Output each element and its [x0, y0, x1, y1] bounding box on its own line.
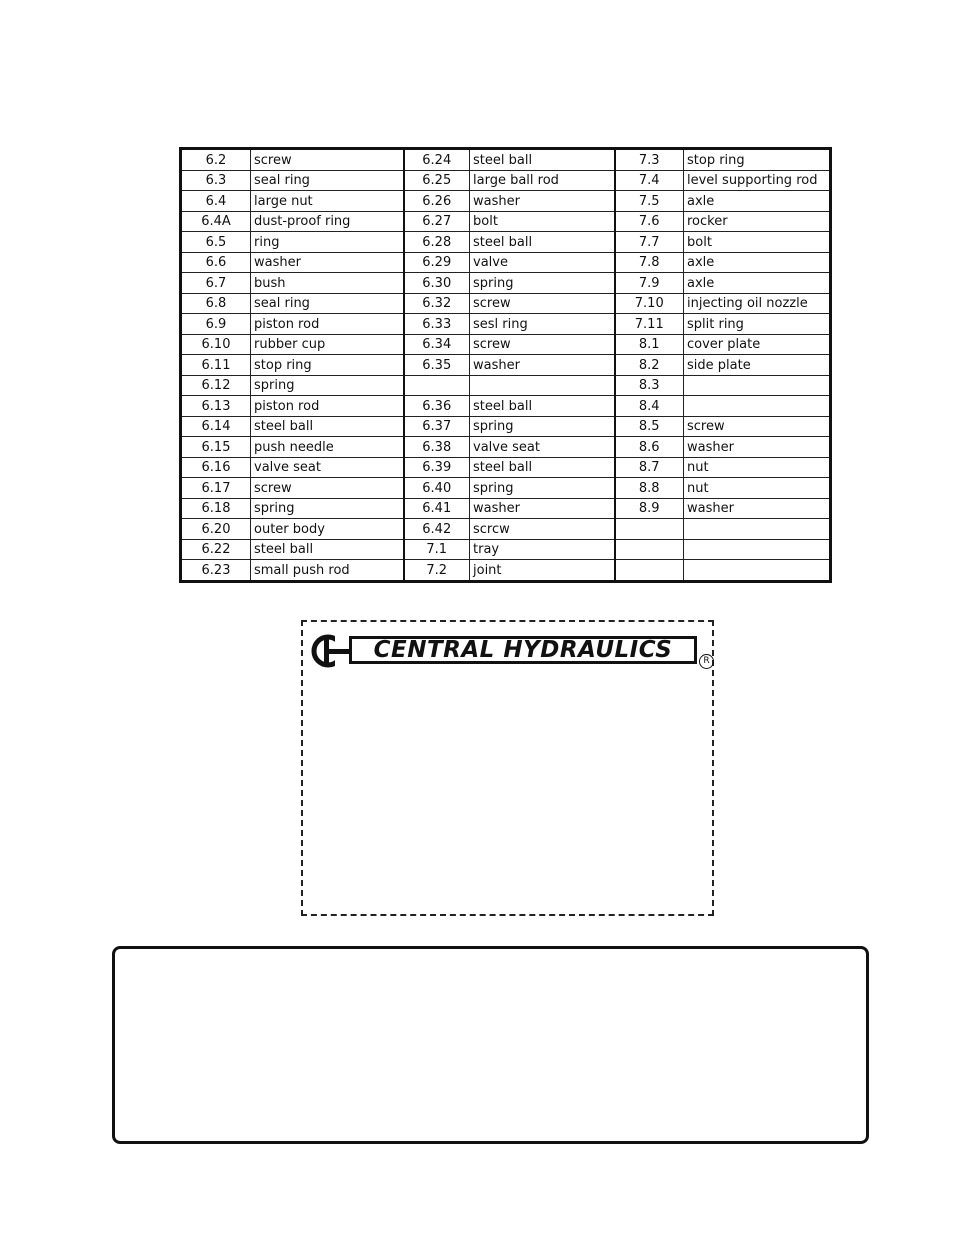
part-description-cell: small push rod — [251, 560, 404, 582]
part-number-cell: 6.11 — [181, 355, 251, 376]
part-number-cell: 6.40 — [404, 478, 470, 499]
part-number-cell: 6.29 — [404, 252, 470, 273]
part-number-cell: 6.15 — [181, 437, 251, 458]
part-number-cell — [615, 560, 684, 582]
part-description-cell: stop ring — [684, 149, 831, 171]
table-row — [181, 478, 831, 499]
part-description-cell — [684, 519, 831, 540]
part-description-cell: injecting oil nozzle — [684, 293, 831, 314]
part-description-cell: dust-proof ring — [251, 211, 404, 232]
part-description-cell: large nut — [251, 191, 404, 212]
registered-trademark-icon: R — [699, 654, 714, 669]
part-number-cell: 6.39 — [404, 457, 470, 478]
part-number-cell: 6.8 — [181, 293, 251, 314]
part-description-cell: axle — [684, 191, 831, 212]
part-description-cell: screw — [470, 293, 615, 314]
part-description-cell: steel ball — [470, 396, 615, 417]
part-description-cell: washer — [251, 252, 404, 273]
part-number-cell: 6.5 — [181, 232, 251, 253]
part-description-cell: split ring — [684, 314, 831, 335]
part-number-cell: 6.6 — [181, 252, 251, 273]
part-description-cell: joint — [470, 560, 615, 582]
part-description-cell: washer — [684, 437, 831, 458]
table-row — [181, 396, 831, 417]
part-number-cell: 7.8 — [615, 252, 684, 273]
part-description-cell: steel ball — [470, 457, 615, 478]
part-description-cell: screw — [470, 334, 615, 355]
part-description-cell: spring — [251, 498, 404, 519]
part-number-cell: 6.24 — [404, 149, 470, 171]
table-row — [181, 314, 831, 335]
part-number-cell: 6.20 — [181, 519, 251, 540]
part-number-cell: 6.33 — [404, 314, 470, 335]
part-number-cell: 8.5 — [615, 416, 684, 437]
part-number-cell: 6.16 — [181, 457, 251, 478]
table-row — [181, 519, 831, 540]
part-description-cell: spring — [470, 478, 615, 499]
part-number-cell: 6.36 — [404, 396, 470, 417]
part-number-cell: 7.10 — [615, 293, 684, 314]
part-description-cell: sesl ring — [470, 314, 615, 335]
part-description-cell: bush — [251, 273, 404, 294]
table-row — [181, 457, 831, 478]
part-description-cell: rubber cup — [251, 334, 404, 355]
table-row — [181, 211, 831, 232]
part-description-cell: valve seat — [251, 457, 404, 478]
part-number-cell: 6.3 — [181, 170, 251, 191]
part-number-cell: 7.9 — [615, 273, 684, 294]
part-number-cell: 6.13 — [181, 396, 251, 417]
part-number-cell: 6.37 — [404, 416, 470, 437]
table-row — [181, 273, 831, 294]
part-description-cell: level supporting rod — [684, 170, 831, 191]
notes-box — [112, 946, 869, 1144]
part-number-cell: 6.2 — [181, 149, 251, 171]
part-number-cell: 6.35 — [404, 355, 470, 376]
table-row — [181, 375, 831, 396]
part-description-cell: screw — [251, 149, 404, 171]
part-description-cell: steel ball — [251, 539, 404, 560]
part-number-cell: 7.11 — [615, 314, 684, 335]
part-number-cell: 6.26 — [404, 191, 470, 212]
part-description-cell: nut — [684, 457, 831, 478]
part-number-cell: 8.9 — [615, 498, 684, 519]
table-row — [181, 355, 831, 376]
part-description-cell: washer — [470, 191, 615, 212]
part-number-cell: 6.10 — [181, 334, 251, 355]
part-number-cell: 8.1 — [615, 334, 684, 355]
table-row — [181, 560, 831, 582]
part-number-cell: 6.14 — [181, 416, 251, 437]
part-description-cell: steel ball — [251, 416, 404, 437]
part-number-cell: 6.41 — [404, 498, 470, 519]
table-row — [181, 437, 831, 458]
part-description-cell: steel ball — [470, 232, 615, 253]
part-number-cell: 6.28 — [404, 232, 470, 253]
part-number-cell: 7.3 — [615, 149, 684, 171]
part-number-cell: 8.3 — [615, 375, 684, 396]
part-description-cell: seal ring — [251, 293, 404, 314]
table-row — [181, 293, 831, 314]
ch-logo-icon — [311, 634, 349, 668]
part-number-cell: 6.34 — [404, 334, 470, 355]
part-description-cell: tray — [470, 539, 615, 560]
part-number-cell: 6.17 — [181, 478, 251, 499]
part-description-cell: bolt — [684, 232, 831, 253]
part-description-cell: cover plate — [684, 334, 831, 355]
table-row — [181, 232, 831, 253]
part-description-cell: scrcw — [470, 519, 615, 540]
part-description-cell: side plate — [684, 355, 831, 376]
part-description-cell: washer — [470, 355, 615, 376]
part-number-cell: 6.30 — [404, 273, 470, 294]
part-number-cell: 6.25 — [404, 170, 470, 191]
part-number-cell: 8.7 — [615, 457, 684, 478]
part-number-cell: 6.22 — [181, 539, 251, 560]
part-number-cell: 7.5 — [615, 191, 684, 212]
parts-list-table — [179, 147, 832, 583]
part-number-cell: 6.38 — [404, 437, 470, 458]
part-number-cell: 7.2 — [404, 560, 470, 582]
part-number-cell: 6.9 — [181, 314, 251, 335]
part-number-cell: 8.6 — [615, 437, 684, 458]
part-description-cell: washer — [684, 498, 831, 519]
part-description-cell: washer — [470, 498, 615, 519]
part-description-cell: nut — [684, 478, 831, 499]
part-description-cell: stop ring — [251, 355, 404, 376]
part-number-cell: 6.18 — [181, 498, 251, 519]
part-description-cell: bolt — [470, 211, 615, 232]
part-description-cell: push needle — [251, 437, 404, 458]
parts-list-body — [181, 149, 831, 582]
part-number-cell: 7.1 — [404, 539, 470, 560]
part-description-cell: ring — [251, 232, 404, 253]
part-description-cell: piston rod — [251, 314, 404, 335]
part-description-cell: large ball rod — [470, 170, 615, 191]
part-number-cell: 6.23 — [181, 560, 251, 582]
part-number-cell: 8.8 — [615, 478, 684, 499]
part-number-cell — [615, 539, 684, 560]
table-row — [181, 170, 831, 191]
part-description-cell: steel ball — [470, 149, 615, 171]
part-description-cell: screw — [684, 416, 831, 437]
part-number-cell: 7.7 — [615, 232, 684, 253]
dealer-stamp-box — [301, 620, 714, 916]
part-number-cell: 6.4A — [181, 211, 251, 232]
table-row — [181, 539, 831, 560]
table-row — [181, 149, 831, 171]
part-description-cell: rocker — [684, 211, 831, 232]
part-description-cell — [684, 396, 831, 417]
part-number-cell: 6.12 — [181, 375, 251, 396]
part-description-cell: valve seat — [470, 437, 615, 458]
part-description-cell: spring — [470, 416, 615, 437]
part-description-cell: spring — [251, 375, 404, 396]
part-description-cell: seal ring — [251, 170, 404, 191]
brand-name: CENTRAL HYDRAULICS — [349, 636, 697, 664]
part-description-cell — [470, 375, 615, 396]
part-description-cell: screw — [251, 478, 404, 499]
part-description-cell: axle — [684, 252, 831, 273]
part-description-cell — [684, 560, 831, 582]
part-number-cell: 6.27 — [404, 211, 470, 232]
part-number-cell: 7.6 — [615, 211, 684, 232]
part-number-cell: 6.32 — [404, 293, 470, 314]
part-description-cell: spring — [470, 273, 615, 294]
table-row — [181, 252, 831, 273]
part-number-cell: 6.7 — [181, 273, 251, 294]
part-number-cell: 7.4 — [615, 170, 684, 191]
part-number-cell: 8.2 — [615, 355, 684, 376]
part-description-cell: piston rod — [251, 396, 404, 417]
table-row — [181, 334, 831, 355]
part-number-cell: 8.4 — [615, 396, 684, 417]
part-number-cell: 6.4 — [181, 191, 251, 212]
brand-logo — [309, 632, 715, 672]
table-row — [181, 416, 831, 437]
part-description-cell — [684, 375, 831, 396]
part-description-cell: outer body — [251, 519, 404, 540]
table-row — [181, 498, 831, 519]
part-number-cell: 6.42 — [404, 519, 470, 540]
part-description-cell — [684, 539, 831, 560]
table-row — [181, 191, 831, 212]
part-number-cell — [404, 375, 470, 396]
part-description-cell: axle — [684, 273, 831, 294]
part-description-cell: valve — [470, 252, 615, 273]
part-number-cell — [615, 519, 684, 540]
